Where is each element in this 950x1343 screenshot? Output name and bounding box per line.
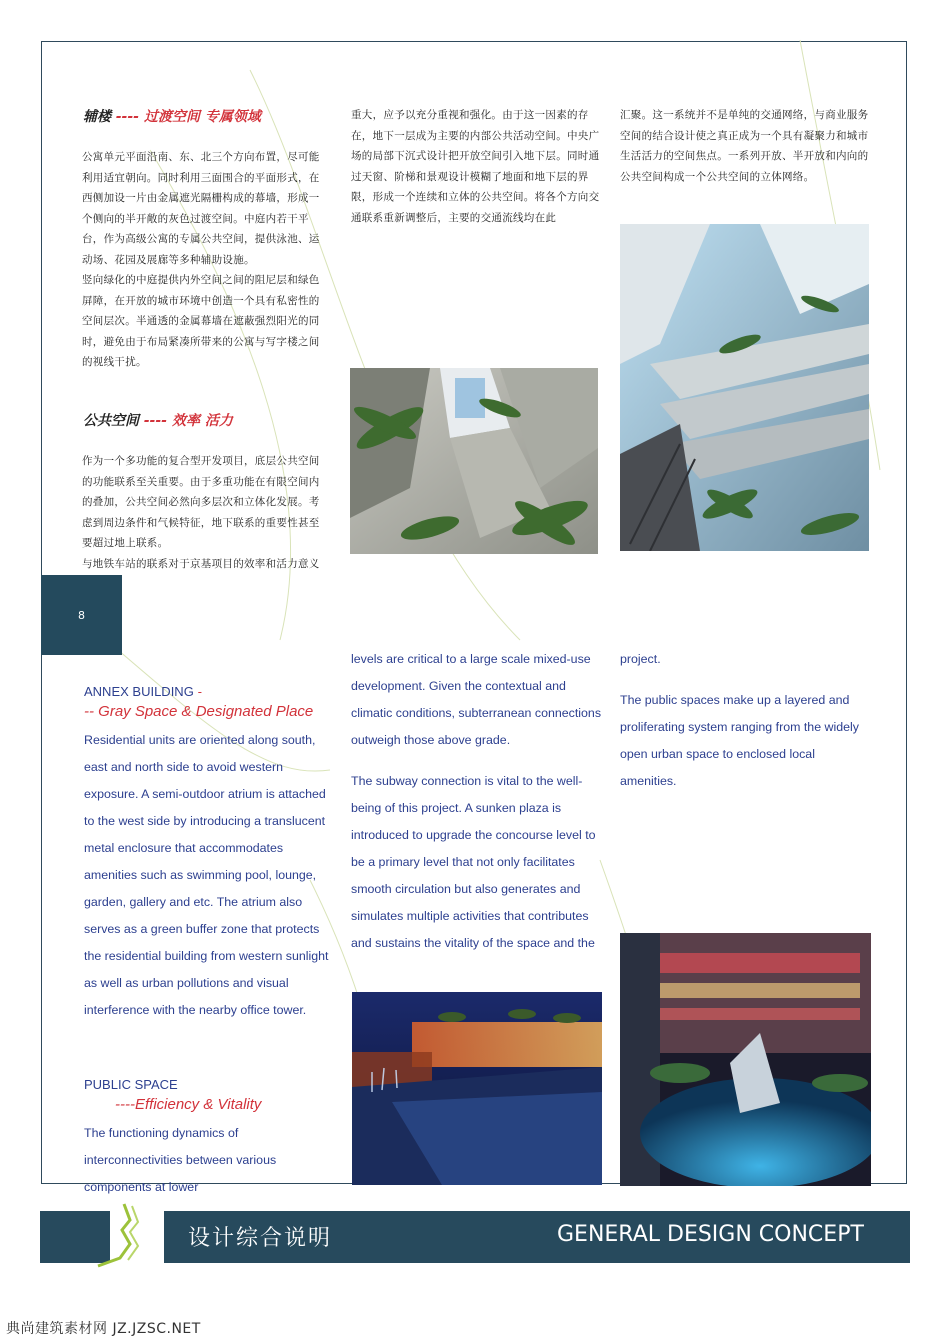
right-paragraph-1-en: project. bbox=[620, 652, 661, 666]
right-text-zh bbox=[620, 105, 870, 187]
annex-text-en bbox=[84, 727, 330, 1024]
right-text-en bbox=[620, 646, 870, 795]
annex-subheading-en: -- Gray Space & Designated Place bbox=[84, 703, 314, 720]
middle-text-en bbox=[351, 646, 601, 957]
annex-heading-en: ANNEX BUILDING - bbox=[84, 684, 202, 699]
atrium-escalator-photo bbox=[620, 224, 869, 551]
right-paragraph-zh: 汇聚。这一系统并不是单纯的交通网络，与商业服务空间的结合设计使之真正成为一个具有凝聚力和城市生活活力的空间焦点。一系列开放、半开放和内向的公共空间构成一个公共空间的立体网络。 bbox=[620, 109, 869, 183]
annex-text-zh bbox=[82, 147, 330, 373]
footer-title-zh: 设计综合说明 bbox=[188, 1226, 333, 1251]
public-title-zh: 公共空间 ---- 效率 活力 bbox=[83, 413, 233, 429]
watermark-text: 典尚建筑素材网 JZ.JZSC.NET bbox=[6, 1321, 201, 1337]
right-paragraph-2-en: The public spaces make up a layered and proliferating system ranging from the widely open urban space to enclosed local amenities. bbox=[620, 693, 859, 788]
annex-paragraph-en: Residential units are oriented along south, east and north side to avoid western exposure. A semi-outdoor atrium is attached to the west side by introducing a translucent metal enclosure that accommodates amenities such as swimming pool, lounge, garden, gallery and etc. The atrium also serves as a green buffer zone that protects the residential building from western sunlight as well as urban pollutions and visual interference with the nearby office tower. bbox=[84, 733, 329, 1017]
night-plaza-photo bbox=[352, 992, 602, 1185]
public-heading-en: PUBLIC SPACE bbox=[84, 1077, 178, 1092]
logo-icon bbox=[84, 1200, 156, 1272]
footer-title-en: GENERAL DESIGN CONCEPT bbox=[557, 1222, 864, 1247]
middle-text-zh bbox=[351, 105, 601, 228]
page-number: 8 bbox=[41, 575, 122, 655]
atrium-palms-photo bbox=[350, 368, 598, 554]
public-subheading-en: ----Efficiency & Vitality bbox=[115, 1096, 262, 1113]
public-paragraph-1-zh: 作为一个多功能的复合型开发项目，底层公共空间的功能联系至关重要。由于多重功能在有限空间内的叠加，公共空间必然向多层次和立体化发展。考虑到周边条件和气候特征，地下联系的重要性甚至要超过地上联系。 bbox=[82, 455, 320, 549]
public-text-zh bbox=[82, 451, 330, 574]
public-paragraph-en: The functioning dynamics of interconnectivities between various components at lower bbox=[84, 1126, 277, 1194]
middle-paragraph-2-en: The subway connection is vital to the well-being of this project. A sunken plaza is introduced to upgrade the concourse level to be a primary level that not only facilitates smooth circulation but also generates and simulates multiple activities that contributes and sustains the vitality of the space and the bbox=[351, 774, 596, 950]
public-paragraph-2-zh: 与地铁车站的联系对于京基项目的效率和活力意义 bbox=[82, 557, 320, 570]
annex-paragraph-1-zh: 公寓单元平面沿南、东、北三个方向布置，尽可能利用适宜朝向。同时利用三面围合的平面形式，在西侧加设一片由金属遮光隔栅构成的幕墙，形成一个侧向的半开敞的灰色过渡空间。中庭内若干平台，作为高级公寓的专属公共空间，提供泳池、运动场、花园及展廊等多种辅助设施。 bbox=[82, 151, 320, 266]
annex-title-zh: 辅楼 ---- 过渡空间 专属领域 bbox=[83, 109, 261, 125]
middle-paragraph-1-en: levels are critical to a large scale mixed-use development. Given the contextual and climatic conditions, subterranean connections outweigh those above grade. bbox=[351, 652, 602, 747]
public-text-en bbox=[84, 1120, 330, 1201]
night-mall-pool-photo bbox=[620, 933, 871, 1186]
middle-paragraph-zh: 重大，应予以充分重视和强化。由于这一因素的存在，地下一层成为主要的内部公共活动空间。中央广场的局部下沉式设计把开放空间引入地下层。同时通过天窗、阶梯和景观设计模糊了地面和地下层的界限，形成一个连续和立体的公共空间。将各个方向交通联系重新调整后，主要的交通流线均在此 bbox=[351, 109, 600, 224]
annex-paragraph-2-zh: 竖向绿化的中庭提供内外空间之间的阻尼层和绿色屏障，在开放的城市环境中创造一个具有私密性的空间层次。半通透的金属幕墙在遮蔽强烈阳光的同时，避免由于布局紧凑所带来的公寓与写字楼之间的视线干扰。 bbox=[82, 274, 320, 368]
